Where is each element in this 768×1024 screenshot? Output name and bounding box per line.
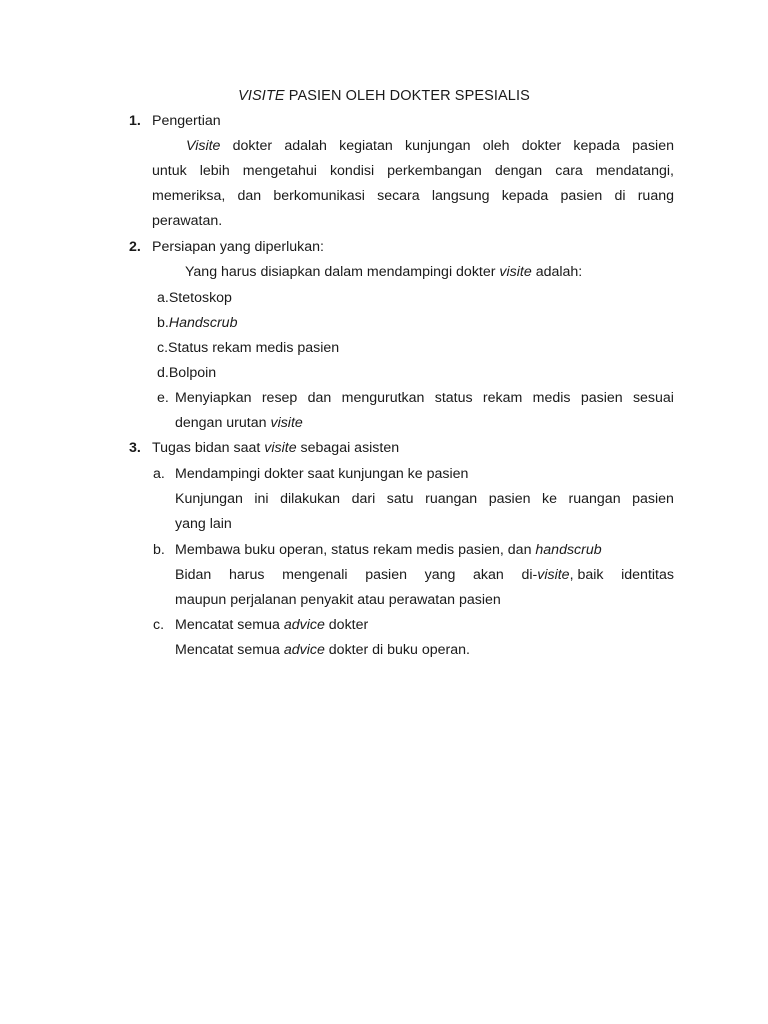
list-item-e-marker: e. [157, 390, 169, 406]
section-1-para-line-2: untuk lebih mengetahui kondisi perkembangan dengan cara mendatangi, [152, 163, 674, 179]
task-a-detail-line-1: Kunjungan ini dilakukan dari satu ruangan pasien ke ruangan pasien [175, 491, 674, 507]
task-a-marker: a. [153, 466, 165, 482]
section-2-intro: Yang harus disiapkan dalam mendampingi dokter visite adalah: [185, 264, 583, 280]
task-c-detail: Mencatat semua advice dokter di buku operan. [175, 642, 470, 658]
task-b-marker: b. [153, 542, 165, 558]
section-2-heading: Persiapan yang diperlukan: [152, 239, 324, 255]
visite-italic: Visite [186, 138, 221, 154]
section-2-number: 2. [129, 239, 141, 255]
task-a-title: Mendampingi dokter saat kunjungan ke pasien [175, 466, 469, 482]
list-item-d: d.Bolpoin [157, 365, 217, 381]
section-3-number: 3. [129, 440, 141, 456]
section-1-para-line-1: Visite dokter adalah kegiatan kunjungan oleh dokter kepada pasien [186, 138, 674, 154]
title-italic: VISITE [238, 88, 285, 104]
list-item-b: b.Handscrub [157, 315, 238, 331]
list-item-a: a.Stetoskop [157, 290, 232, 306]
task-b-detail-line-2: maupun perjalanan penyakit atau perawatan pasien [175, 592, 501, 608]
task-b-detail-line-1: Bidan harus mengenali pasien yang akan di-visite, baik identitas [175, 567, 674, 583]
list-item-e-line-2: dengan urutan visite [175, 415, 303, 431]
section-1-heading: Pengertian [152, 113, 221, 129]
document-title [0, 86, 768, 106]
title-rest: PASIEN OLEH DOKTER SPESIALIS [284, 88, 530, 104]
list-item-c: c.Status rekam medis pasien [157, 340, 340, 356]
task-b-title: Membawa buku operan, status rekam medis pasien, dan handscrub [175, 542, 602, 558]
task-c-title: Mencatat semua advice dokter [175, 617, 369, 633]
task-a-detail-line-2: yang lain [175, 516, 232, 532]
section-3-heading: Tugas bidan saat visite sebagai asisten [152, 440, 400, 456]
task-c-marker: c. [153, 617, 165, 633]
list-item-e-line-1: Menyiapkan resep dan mengurutkan status rekam medis pasien sesuai [175, 390, 674, 406]
section-1-number: 1. [129, 113, 141, 129]
section-1-para-line-4: perawatan. [152, 213, 223, 229]
section-1-para-line-3: memeriksa, dan berkomunikasi secara langsung kepada pasien di ruang [152, 188, 674, 204]
